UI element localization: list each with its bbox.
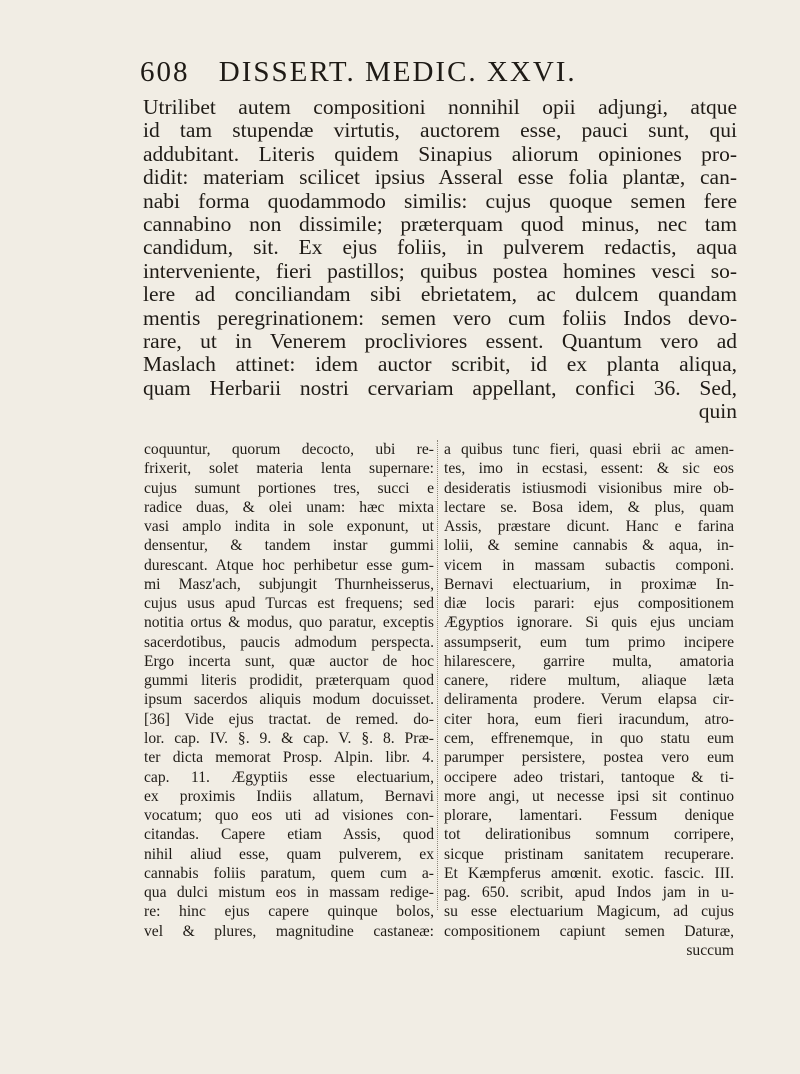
footnote-line: qua dulci mistum eos in massam redige- [144, 884, 434, 902]
main-text-line: addubitant. Literis quidem Sinapius aliorum opiniones pro- [143, 141, 737, 166]
footnote-line: tes, imo in ecstasi, essent: & sic eos [444, 460, 734, 478]
main-text-line: didit: materiam scilicet ipsius Asseral esse folia plantæ, can- [143, 165, 737, 190]
footnote-line: Et Kæmpferus amœnit. exotic. fascic. III. [444, 864, 734, 882]
footnote-line: re: hinc ejus capere quinque bolos, [144, 903, 434, 921]
footnote-line: more angi, ut necesse ipsi sit continuo [444, 787, 734, 805]
footnote-line: coquuntur, quorum decocto, ubi re- [144, 441, 434, 458]
catchword: succum [686, 941, 734, 959]
main-text-line: id tam stupendæ virtutis, auctorem esse, pauci sunt, qui [143, 118, 737, 143]
footnote-line: ipsum sacerdos aliquis modum docuisset. [144, 691, 434, 709]
footnote-line: radice duas, & olei unam: hæc mixta [144, 498, 434, 516]
footnote-line: compositionem capiunt semen Daturæ, [444, 922, 734, 940]
footnote-line: densentur, & tandem instar gummi [144, 537, 434, 555]
page-number: 608 [140, 56, 190, 88]
footnote-line: vocatum; quo eos uti ad visiones con- [144, 807, 434, 825]
footnote-line: canere, ridere multum, aliaque læta [444, 672, 734, 690]
main-text-block [143, 96, 737, 423]
footnote-line: cujus usus apud Turcas est frequens; sed [144, 595, 434, 613]
footnote-line: desideratis istiusmodi visionibus mire ob- [444, 479, 734, 497]
footnote-line: gummi literis prodidit, præterquam quod [144, 672, 434, 690]
catchword: quin [698, 399, 737, 424]
footnote-line: lolii, & semine cannabis & aqua, in- [444, 537, 734, 555]
main-text-line: rare, ut in Venerem procliviores essent. Quantum vero ad [143, 328, 737, 353]
column-divider [437, 440, 439, 910]
footnote-line: Assis, præstare dicunt. Hanc e farina [444, 518, 734, 536]
footnote-line: sacerdotibus, paucis admodum perspecta. [144, 633, 434, 651]
footnote-line: mi Masz'ach, subjungit Thurnheisserus, [144, 575, 434, 593]
footnote-line: vasi amplo indita in sole exponunt, ut [144, 518, 434, 536]
footnote-line: cem, effrenemque, in quo statu eum [444, 729, 734, 747]
footnote-line: plorare, lamentari. Fessum denique [444, 807, 734, 825]
footnote-line: lor. cap. IV. §. 9. & cap. V. §. 8. Præ- [144, 729, 434, 747]
footnote-left-column [144, 440, 434, 941]
footnote-line: nihil aliud esse, quam pulverem, ex [144, 845, 434, 863]
footnote-line: citer hora, eum fieri iracundum, atro- [444, 710, 734, 728]
running-header [140, 56, 740, 92]
footnote-line: citandas. Capere etiam Assis, quod [144, 826, 434, 844]
running-title: DISSERT. MEDIC. XXVI. [218, 56, 577, 88]
footnote-line: ex proximis Indiis allatum, Bernavi [144, 787, 434, 805]
footnote-right-column [444, 440, 734, 960]
footnote-line: su esse electuarium Magicum, ad cujus [444, 903, 734, 921]
main-text-line: nabi forma quodammodo similis: cujus quoque semen fere [143, 188, 737, 213]
footnote-line: durescant. Atque hoc perhibetur esse gum- [144, 556, 434, 574]
main-text-line: lere ad conciliandam sibi ebrietatem, ac dulcem quandam [143, 282, 737, 307]
footnote-line: occipere adeo tristari, tantoque & ti- [444, 768, 734, 786]
main-text-line: Utrilibet autem compositioni nonnihil opii adjungi, atque [143, 95, 737, 119]
main-text-line: cannabino non dissimile; præterquam quod minus, nec tam [143, 211, 737, 236]
footnote-line: a quibus tunc fieri, quasi ebrii ac amen- [444, 441, 734, 458]
footnote-line: notitia ortus & modus, quo paratur, exceptis [144, 614, 434, 632]
footnote-line: frixerit, solet materia lenta supernare: [144, 460, 434, 478]
main-text-line: Maslach attinet: idem auctor scribit, id ex planta aliqua, [143, 352, 737, 377]
main-text-line: quam Herbarii nostri cervariam appellant, confici 36. Sed, [143, 375, 737, 400]
footnote-line: pag. 650. scribit, apud Indos jam in u- [444, 884, 734, 902]
footnote-line: ter dicta memorat Prosp. Alpin. libr. 4. [144, 749, 434, 767]
footnote-line: Ergo incerta sunt, quæ auctor de hoc [144, 652, 434, 670]
footnote-line: Ægyptios ignorare. Si quis ejus unciam [444, 614, 734, 632]
footnote-line: assumpserit, eum tum primo incipere [444, 633, 734, 651]
footnote-line: deliramenta prodere. Verum elapsa cir- [444, 691, 734, 709]
footnote-line: vel & plures, magnitudine castaneæ: [144, 922, 434, 940]
footnote-line: hilarescere, garrire multa, amatoria [444, 652, 734, 670]
footnote-line: sicque pristinam sanitatem recuperare. [444, 845, 734, 863]
footnote-line: cannabis foliis paratum, quem cum a- [144, 864, 434, 882]
footnote-line: tot delirationibus somnum corripere, [444, 826, 734, 844]
footnote-line: lectare se. Bosa idem, & plus, quam [444, 498, 734, 516]
main-text-line: candidum, sit. Ex ejus foliis, in pulverem redactis, aqua [143, 235, 737, 260]
footnote-line: vicem in massam subactis componi. [444, 556, 734, 574]
footnote-line: diæ locis parari: ejus compositionem [444, 595, 734, 613]
footnote-line: parumper persistere, postea vero eum [444, 749, 734, 767]
footnote-line: cujus sumunt portiones tres, succi e [144, 479, 434, 497]
main-text-line: mentis peregrinationem: semen vero cum foliis Indos devo- [143, 305, 737, 330]
footnote-line: cap. 11. Ægyptiis esse electuarium, [144, 768, 434, 786]
main-text-line: interveniente, fieri pastillos; quibus postea homines vesci so- [143, 258, 737, 283]
footnote-line: Bernavi electuarium, in proximæ In- [444, 575, 734, 593]
footnote-line: [36] Vide ejus tractat. de remed. do- [144, 710, 434, 728]
